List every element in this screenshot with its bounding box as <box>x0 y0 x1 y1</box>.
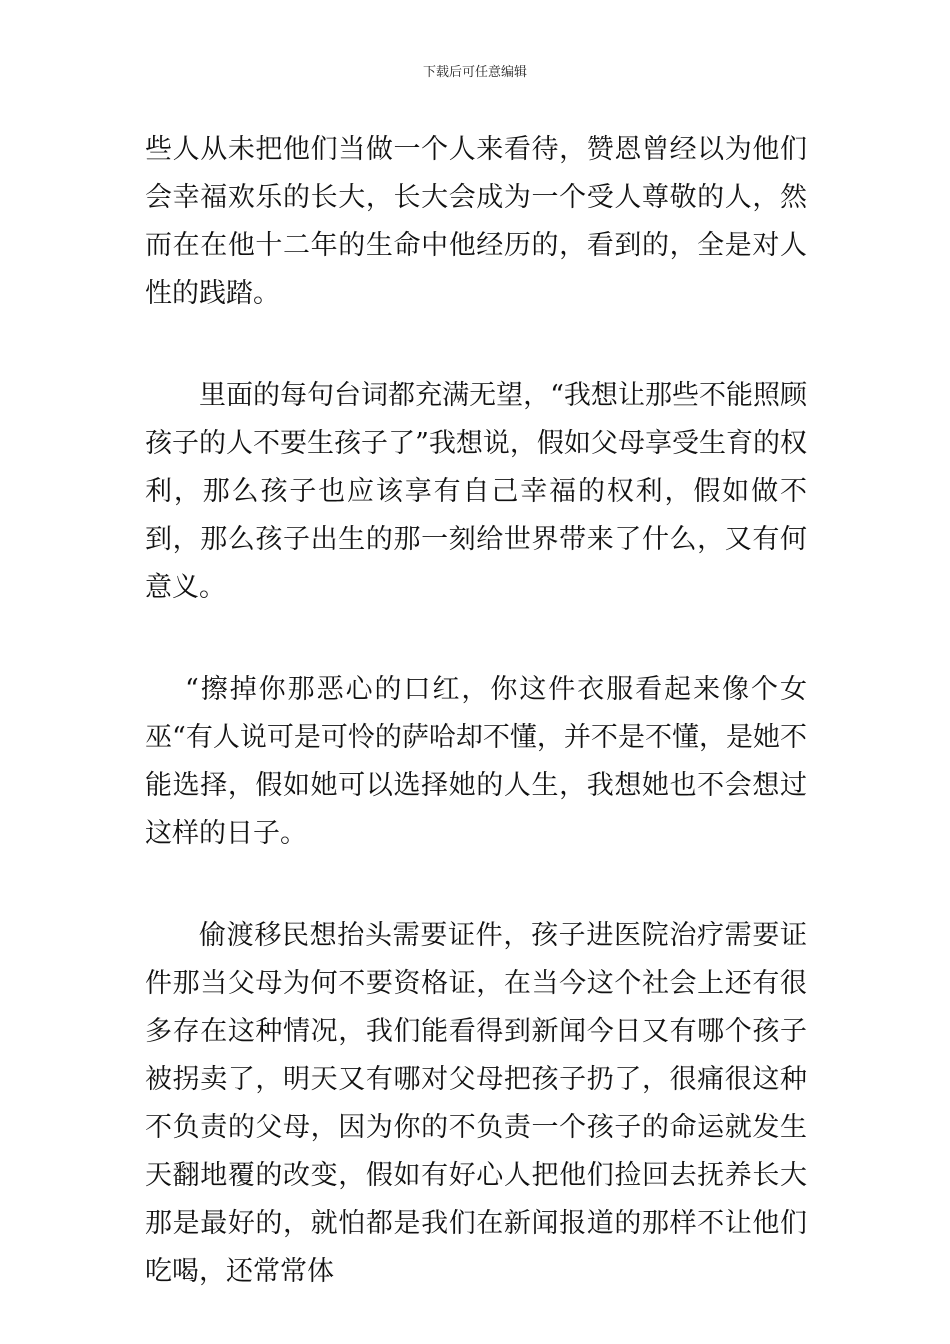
paragraph-2: 里面的每句台词都充满无望，“我想让那些不能照顾孩子的人不要生孩子了”我想说，假如父母享受生育的权利，那么孩子也应该享有自己幸福的权利，假如做不到，那么孩子出生的那一刻给世界带来了什么，又有何意义。 <box>145 380 807 603</box>
paragraph-3: “擦掉你那恶心的口红，你这件衣服看起来像个女巫“有人说可是可怜的萨哈却不懂，并不是不懂，是她不能选择，假如她可以选择她的人生，我想她也不会想过这样的日子。 <box>145 674 807 849</box>
document-body <box>145 126 807 1296</box>
page-header: 下载后可任意编辑 <box>422 65 527 80</box>
paragraph-1: 些人从未把他们当做一个人来看待，赞恩曾经以为他们会幸福欢乐的长大，长大会成为一个受人尊敬的人，然而在在他十二年的生命中他经历的，看到的，全是对人性的践踏。 <box>145 134 807 309</box>
paragraph-4: 偷渡移民想抬头需要证件，孩子进医院治疗需要证件那当父母为何不要资格证，在当今这个社会上还有很多存在这种情况，我们能看得到新闻今日又有哪个孩子被拐卖了，明天又有哪对父母把孩子扔了，很痛很这种不负责的父母，因为你的不负责一个孩子的命运就发生天翻地覆的改变，假如有好心人把他们捡回去抚养长大那是最好的，就怕都是我们在新闻报道的那样不让他们吃喝，还常常体 <box>145 920 807 1287</box>
